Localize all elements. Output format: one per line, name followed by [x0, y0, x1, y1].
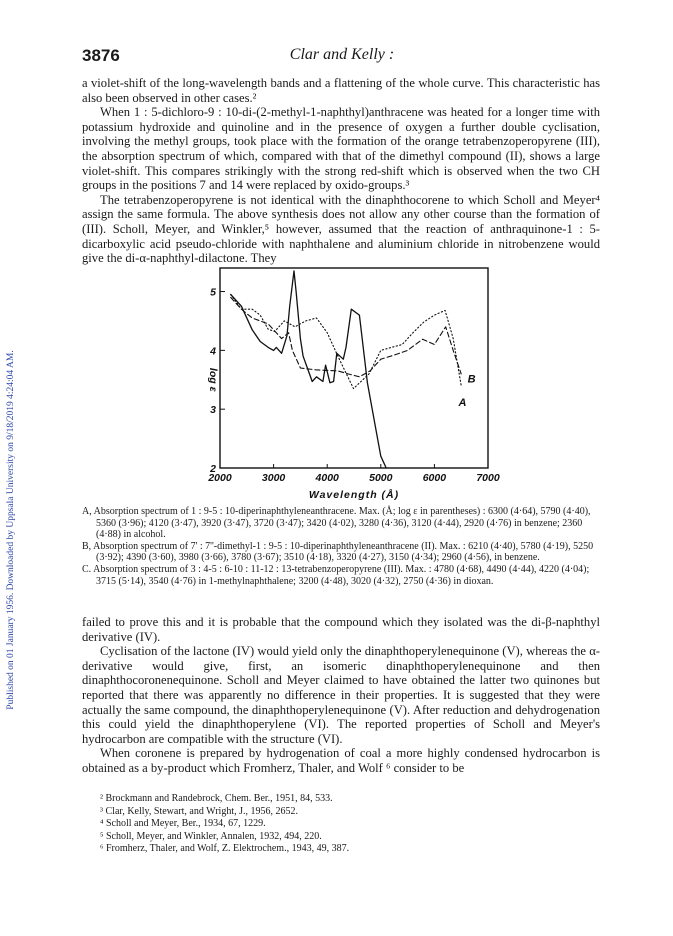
download-watermark	[4, 170, 18, 890]
y-tick-label: 4	[210, 345, 216, 358]
caption-a: A, Absorption spectrum of 1 : 9-5 : 10-diperinaphthyleneanthracene. Max. (Å; log ε in parentheses) : 6300 (4·64), 5790 (4·40), 5360 (3·96); 4120 (3·47), 3920 (3·47), 3720 (3·47); 3420 (4·02), 3280 (4·36), 3120 (4·44), 2920 (4·76) in benzene; 2360 (4·88) in alcohol.	[82, 506, 591, 541]
y-tick-label: 2	[210, 463, 216, 475]
x-tick-label: 4000	[315, 472, 339, 484]
paragraph: When 1 : 5-dichloro-9 : 10-di-(2-methyl-1-naphthyl)anthracene was heated for a longer time with potassium hydroxide and quinoline and in the presence of oxygen a further double cyclisation, involving the methyl groups, took place with the formation of the orange tetrabenzoperopyrene (III), the absorption spectrum of which, compared with that of the dimethyl compound (II), shows a large violet-shift. This compares strikingly with the strong red-shift which is observed when the two CH groups in the positions 7 and 14 were replaced by oxido-groups.³	[82, 105, 600, 193]
page-header	[82, 46, 602, 66]
running-title: Clar and Kelly :	[289, 46, 395, 63]
footnotes	[100, 793, 600, 856]
curve-label: A	[458, 397, 467, 410]
paragraph: Cyclisation of the lactone (IV) would yield only the dinaphthoperylenequinone (V), whereas the α-derivative would give, first, an isomeric dinaphthoperylenequinone and then dinaphthocoronenequinone. Scholl and Meyer claimed to have obtained the latter two quinones but reported that there was apparently no difference in their properties. It is suggested that they were actually the same compound, the dinaphthoperylenequinone (V). After reduction and dehydrogenation this could yield the dinaphthoperylene (VI). The reported properties of Scholl and Meyer's hydrocarbon are compatible with the structure (VI).	[82, 644, 600, 746]
body-text-top	[82, 76, 600, 266]
plot-frame	[220, 268, 488, 468]
paragraph: failed to prove this and it is probable that the compound which they isolated was the di-β-naphthyl derivative (IV).	[82, 615, 600, 644]
y-tick-label: 5	[210, 286, 216, 299]
y-tick-label: 3	[210, 404, 216, 417]
paragraph: The tetrabenzoperopyrene is not identical with the dinaphthocorene to which Scholl and Meyer⁴ assign the same formula. The above synthesis does not allow any other course than the formation of (III). Scholl, Meyer, and Winkler,⁵ however, assumed that the reaction of anthraquinone-1 : 5-dicarboxylic acid pseudo-chloride with naphthalene and aluminium chloride in nitrobenzene would give the di-α-naphthyl-dilactone. They	[82, 192, 600, 266]
footnote: ² Brockmann and Randebrock, Chem. Ber., 1951, 84, 533.	[100, 793, 333, 804]
footnote: ³ Clar, Kelly, Stewart, and Wright, J., 1956, 2652.	[100, 805, 299, 817]
absorption-spectrum-figure	[200, 262, 500, 502]
spectrum-chart	[200, 262, 500, 502]
footnote: ⁶ Fromherz, Thaler, and Wolf, Z. Elektrochem., 1943, 49, 387.	[100, 843, 350, 854]
caption-c: C. Absorption spectrum of 3 : 4-5 : 6-10 : 11-12 : 13-tetrabenzoperopyrene (III). Max. : 4780 (4·68), 4490 (4·44), 4220 (4·04); 3715 (5·14), 3540 (4·76) in 1-methylnaphthalene; 3200 (4·48), 3020 (4·32), 2750 (4·36) in dioxan.	[82, 563, 590, 587]
body-text-bottom	[82, 615, 600, 776]
x-tick-label: 6000	[422, 472, 447, 484]
paragraph: a violet-shift of the long-wavelength bands and a flattening of the whole curve. This characteristic has also been observed in other cases.²	[82, 76, 600, 105]
footnote: ⁴ Scholl and Meyer, Ber., 1934, 67, 1229.	[100, 818, 266, 829]
paragraph: When coronene is prepared by hydrogenation of coal a more highly condensed hydrocarbon is obtained as a by-product which Fromherz, Thaler, and Wolf ⁶ consider to be	[82, 746, 600, 775]
x-axis-label: Wavelength (Å)	[308, 489, 400, 501]
series-line-b	[231, 297, 462, 376]
x-tick-label: 2000	[208, 472, 232, 484]
caption-b: B, Absorption spectrum of 7' : 7''-dimethyl-1 : 9-5 : 10-diperinaphthyleneanthracene (II). Max. : 6210 (4·40), 5780 (4·19), 5250 (3·92); 4390 (3·60), 3980 (3·66), 3780 (3·67); 3510 (4·18), 3320 (4·27), 3150 (4·34); 2960 (4·56), in benzene.	[82, 540, 594, 564]
figure-caption	[82, 506, 600, 587]
footnote: ⁵ Scholl, Meyer, and Winkler, Annalen, 1932, 494, 220.	[100, 830, 322, 842]
x-tick-label: 3000	[261, 472, 286, 484]
watermark-text: Published on 01 January 1956. Downloaded by Uppsala University on 9/18/2019 4:24:04 AM.	[6, 350, 16, 710]
x-tick-label: 7000	[476, 472, 500, 484]
x-tick-label: 5000	[369, 472, 393, 484]
page-number: 3876	[82, 46, 120, 65]
y-axis-label: log ε	[207, 367, 219, 392]
curve-label: B	[467, 373, 476, 386]
